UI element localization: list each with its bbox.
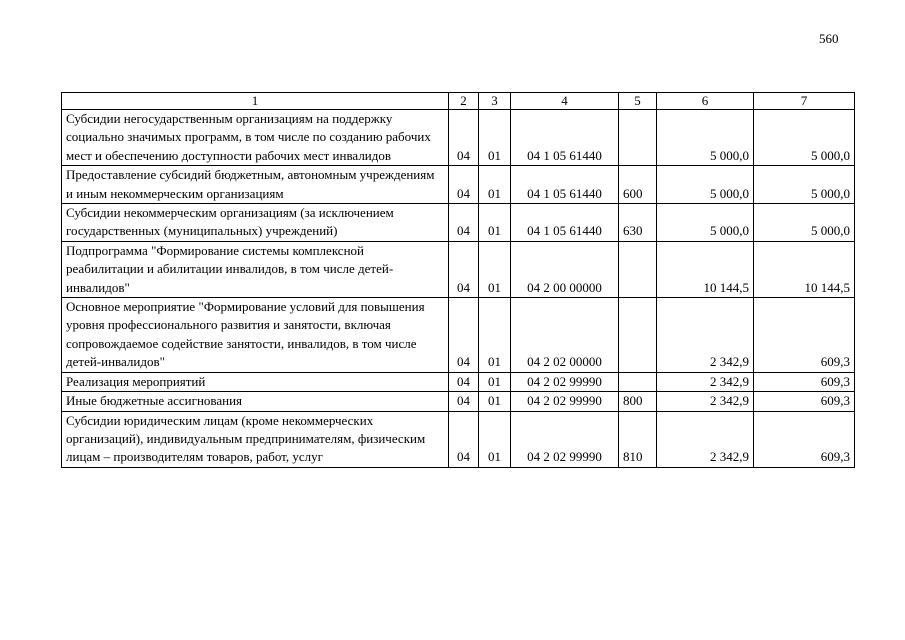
row-name-cell: Подпрограмма "Формирование системы комплексной реабилитации и абилитации инвалидов, в том числе детей-инвалидов" bbox=[62, 241, 449, 297]
subsection-code-cell: 01 bbox=[479, 241, 511, 297]
target-code-cell: 04 1 05 61440 bbox=[511, 166, 619, 204]
sum-year1-cell: 2 342,9 bbox=[657, 392, 754, 411]
section-code-cell: 04 bbox=[449, 392, 479, 411]
target-code-cell: 04 2 02 00000 bbox=[511, 298, 619, 373]
target-code-cell: 04 2 02 99990 bbox=[511, 392, 619, 411]
sum-year2-cell: 609,3 bbox=[754, 298, 855, 373]
subsection-code-cell: 01 bbox=[479, 298, 511, 373]
row-name-cell: Предоставление субсидий бюджетным, автономным учреждениям и иным некоммерческим организациям bbox=[62, 166, 449, 204]
sum-year1-cell: 2 342,9 bbox=[657, 372, 754, 391]
sum-year1-cell: 2 342,9 bbox=[657, 298, 754, 373]
subsection-code-cell: 01 bbox=[479, 372, 511, 391]
sum-year2-cell: 5 000,0 bbox=[754, 110, 855, 166]
table-row bbox=[62, 241, 855, 297]
subsection-code-cell: 01 bbox=[479, 392, 511, 411]
expense-type-cell: 600 bbox=[619, 166, 657, 204]
expense-type-cell bbox=[619, 110, 657, 166]
table-row bbox=[62, 204, 855, 242]
section-code-cell: 04 bbox=[449, 411, 479, 467]
target-code-cell: 04 2 02 99990 bbox=[511, 411, 619, 467]
target-code-cell: 04 1 05 61440 bbox=[511, 204, 619, 242]
row-name-cell: Иные бюджетные ассигнования bbox=[62, 392, 449, 411]
row-name-cell: Субсидии негосударственным организациям на поддержку социально значимых программ, в том числе по созданию рабочих мест и обеспечению доступности рабочих мест инвалидов bbox=[62, 110, 449, 166]
target-code-cell: 04 1 05 61440 bbox=[511, 110, 619, 166]
table-header-row bbox=[62, 93, 855, 110]
sum-year2-cell: 5 000,0 bbox=[754, 166, 855, 204]
table-row bbox=[62, 392, 855, 411]
section-code-cell: 04 bbox=[449, 166, 479, 204]
sum-year2-cell: 609,3 bbox=[754, 372, 855, 391]
sum-year2-cell: 609,3 bbox=[754, 411, 855, 467]
sum-year1-cell: 2 342,9 bbox=[657, 411, 754, 467]
row-name-cell: Субсидии некоммерческим организациям (за исключением государственных (муниципальных) учреждений) bbox=[62, 204, 449, 242]
expense-type-cell: 810 bbox=[619, 411, 657, 467]
table-row bbox=[62, 298, 855, 373]
page-number: 560 bbox=[819, 31, 839, 46]
target-code-cell: 04 2 02 99990 bbox=[511, 372, 619, 391]
expense-type-cell: 630 bbox=[619, 204, 657, 242]
sum-year2-cell: 5 000,0 bbox=[754, 204, 855, 242]
subsection-code-cell: 01 bbox=[479, 110, 511, 166]
sum-year2-cell: 10 144,5 bbox=[754, 241, 855, 297]
section-code-cell: 04 bbox=[449, 110, 479, 166]
row-name-cell: Реализация мероприятий bbox=[62, 372, 449, 391]
section-code-cell: 04 bbox=[449, 204, 479, 242]
column-header-1: 1 bbox=[62, 93, 449, 110]
sum-year1-cell: 5 000,0 bbox=[657, 110, 754, 166]
table-row bbox=[62, 110, 855, 166]
expense-type-cell: 800 bbox=[619, 392, 657, 411]
column-header-2: 2 bbox=[449, 93, 479, 110]
section-code-cell: 04 bbox=[449, 298, 479, 373]
expense-type-cell bbox=[619, 241, 657, 297]
table-row bbox=[62, 372, 855, 391]
column-header-3: 3 bbox=[479, 93, 511, 110]
table-row bbox=[62, 411, 855, 467]
sum-year1-cell: 10 144,5 bbox=[657, 241, 754, 297]
section-code-cell: 04 bbox=[449, 241, 479, 297]
sum-year2-cell: 609,3 bbox=[754, 392, 855, 411]
table-row bbox=[62, 166, 855, 204]
section-code-cell: 04 bbox=[449, 372, 479, 391]
expense-type-cell bbox=[619, 372, 657, 391]
column-header-6: 6 bbox=[657, 93, 754, 110]
subsection-code-cell: 01 bbox=[479, 166, 511, 204]
row-name-cell: Субсидии юридическим лицам (кроме некоммерческих организаций), индивидуальным предпринимателям, физическим лицам – производителям товаров, работ, услуг bbox=[62, 411, 449, 467]
column-header-4: 4 bbox=[511, 93, 619, 110]
sum-year1-cell: 5 000,0 bbox=[657, 204, 754, 242]
column-header-7: 7 bbox=[754, 93, 855, 110]
column-header-5: 5 bbox=[619, 93, 657, 110]
expense-type-cell bbox=[619, 298, 657, 373]
subsection-code-cell: 01 bbox=[479, 411, 511, 467]
row-name-cell: Основное мероприятие "Формирование условий для повышения уровня профессионального развития и занятости, включая сопровождаемое содействие занятости, инвалидов, в том числе детей-инвалидов" bbox=[62, 298, 449, 373]
subsection-code-cell: 01 bbox=[479, 204, 511, 242]
sum-year1-cell: 5 000,0 bbox=[657, 166, 754, 204]
target-code-cell: 04 2 00 00000 bbox=[511, 241, 619, 297]
budget-table bbox=[61, 92, 855, 468]
